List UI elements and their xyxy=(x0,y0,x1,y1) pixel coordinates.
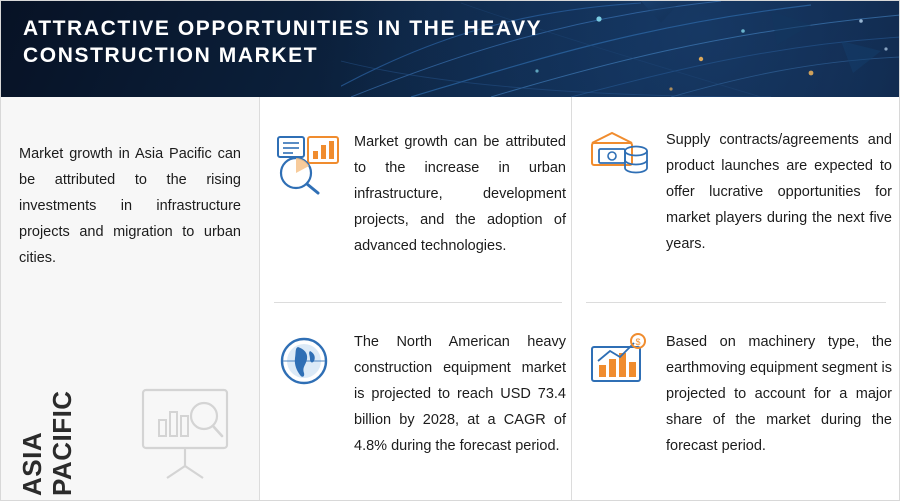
cell-supply-contracts-text: Supply contracts/agreements and product launches are expected to offer lucrative opportunities for market players during the next five years. xyxy=(666,132,892,252)
cell-north-america-forecast xyxy=(274,329,566,459)
cell-supply-contracts xyxy=(586,127,896,257)
right-column xyxy=(572,97,900,501)
content-area xyxy=(1,97,900,501)
money-coins-icon xyxy=(586,127,656,191)
bar-chart-growth-icon xyxy=(586,329,656,393)
cell-earthmoving-segment-text: Based on machinery type, the earthmoving equipment segment is projected to account for a major share of the market during the forecast period. xyxy=(666,334,892,454)
cell-north-america-forecast-text: The North American heavy construction equipment market is projected to reach USD 73.4 billion by 2028, at a CAGR of 4.8% during the forecast period. xyxy=(354,334,566,454)
svg-text:$: $ xyxy=(635,337,641,347)
chart-analysis-magnifier-icon xyxy=(274,129,344,193)
globe-icon xyxy=(274,329,344,393)
presentation-chart-search-icon xyxy=(125,374,245,494)
header-title: ATTRACTIVE OPPORTUNITIES IN THE HEAVY CONSTRUCTION MARKET xyxy=(23,17,542,67)
region-label: ASIA PACIFIC xyxy=(17,390,77,496)
left-panel-paragraph: Market growth in Asia Pacific can be attributed to the rising investments in infrastructure projects and migration to urban cities. xyxy=(19,146,241,266)
cell-market-growth xyxy=(274,129,566,259)
cell-market-growth-text: Market growth can be attributed to the increase in urban infrastructure, development projects, and the adoption of advanced technologies. xyxy=(354,134,566,254)
cell-earthmoving-segment xyxy=(586,329,896,459)
middle-divider xyxy=(274,302,562,303)
header-banner xyxy=(1,1,900,97)
right-divider xyxy=(586,302,886,303)
left-panel xyxy=(1,97,259,501)
middle-column xyxy=(259,97,572,501)
